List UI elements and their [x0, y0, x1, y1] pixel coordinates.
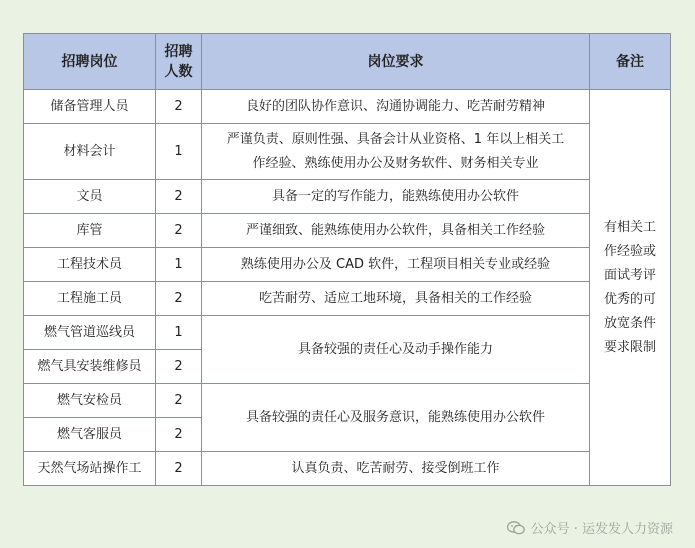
header-count-line2: 人数	[164, 63, 193, 80]
header-notes: 备注	[590, 34, 671, 90]
cell-count: 1	[156, 124, 202, 180]
cell-requirement: 严谨细致、能熟练使用办公软件，具备相关工作经验	[202, 214, 590, 248]
watermark-text: 公众号 · 运发发人力资源	[530, 522, 673, 537]
header-position: 招聘岗位	[24, 34, 156, 90]
table-row	[24, 384, 671, 418]
cell-count: 1	[156, 248, 202, 282]
note-line: 优秀的可	[603, 291, 656, 307]
note-line: 要求限制	[603, 339, 656, 355]
cell-requirement: 认真负责、吃苦耐劳、接受倒班工作	[202, 452, 590, 486]
note-line: 面试考评	[603, 267, 656, 283]
cell-position: 燃气客服员	[24, 418, 156, 452]
cell-requirement: 熟练使用办公及 CAD 软件，工程项目相关专业或经验	[202, 248, 590, 282]
cell-notes	[590, 90, 671, 486]
table-row	[24, 90, 671, 124]
cell-requirement-merged: 具备较强的责任心及动手操作能力	[202, 316, 590, 384]
table-row	[24, 124, 671, 180]
cell-count: 2	[156, 90, 202, 124]
requirement-line: 作经验、熟练使用办公及财务软件、财务相关专业	[252, 155, 539, 171]
header-row	[24, 34, 671, 90]
cell-count: 2	[156, 350, 202, 384]
cell-requirement: 吃苦耐劳、适应工地环境，具备相关的工作经验	[202, 282, 590, 316]
note-line: 有相关工	[603, 219, 656, 235]
table-row	[24, 282, 671, 316]
note-line: 放宽条件	[603, 315, 656, 331]
table-row	[24, 180, 671, 214]
cell-requirement-merged: 具备较强的责任心及服务意识，能熟练使用办公软件	[202, 384, 590, 452]
cell-count: 2	[156, 180, 202, 214]
cell-count: 2	[156, 418, 202, 452]
cell-position: 燃气具安装维修员	[24, 350, 156, 384]
cell-position: 燃气安检员	[24, 384, 156, 418]
recruitment-table	[23, 33, 671, 486]
wechat-icon	[507, 521, 525, 535]
cell-count: 1	[156, 316, 202, 350]
cell-position: 工程施工员	[24, 282, 156, 316]
cell-position: 文员	[24, 180, 156, 214]
requirement-line: 严谨负责、原则性强、具备会计从业资格、1 年以上相关工	[226, 131, 565, 147]
header-requirements: 岗位要求	[202, 34, 590, 90]
watermark	[507, 518, 673, 537]
cell-position: 工程技术员	[24, 248, 156, 282]
table-row	[24, 452, 671, 486]
header-count-line1: 招聘	[164, 43, 193, 60]
cell-count: 2	[156, 452, 202, 486]
cell-count: 2	[156, 384, 202, 418]
cell-count: 2	[156, 214, 202, 248]
header-count	[156, 34, 202, 90]
table-row	[24, 316, 671, 350]
table-row	[24, 214, 671, 248]
cell-count: 2	[156, 282, 202, 316]
table-row	[24, 248, 671, 282]
cell-position: 天然气场站操作工	[24, 452, 156, 486]
cell-requirement: 良好的团队协作意识、沟通协调能力、吃苦耐劳精神	[202, 90, 590, 124]
cell-position: 燃气管道巡线员	[24, 316, 156, 350]
cell-position: 材料会计	[24, 124, 156, 180]
cell-requirement: 具备一定的写作能力，能熟练使用办公软件	[202, 180, 590, 214]
note-line: 作经验或	[603, 243, 656, 259]
recruitment-table-wrapper	[23, 33, 671, 486]
cell-position: 库管	[24, 214, 156, 248]
cell-position: 储备管理人员	[24, 90, 156, 124]
cell-requirement	[202, 124, 590, 180]
